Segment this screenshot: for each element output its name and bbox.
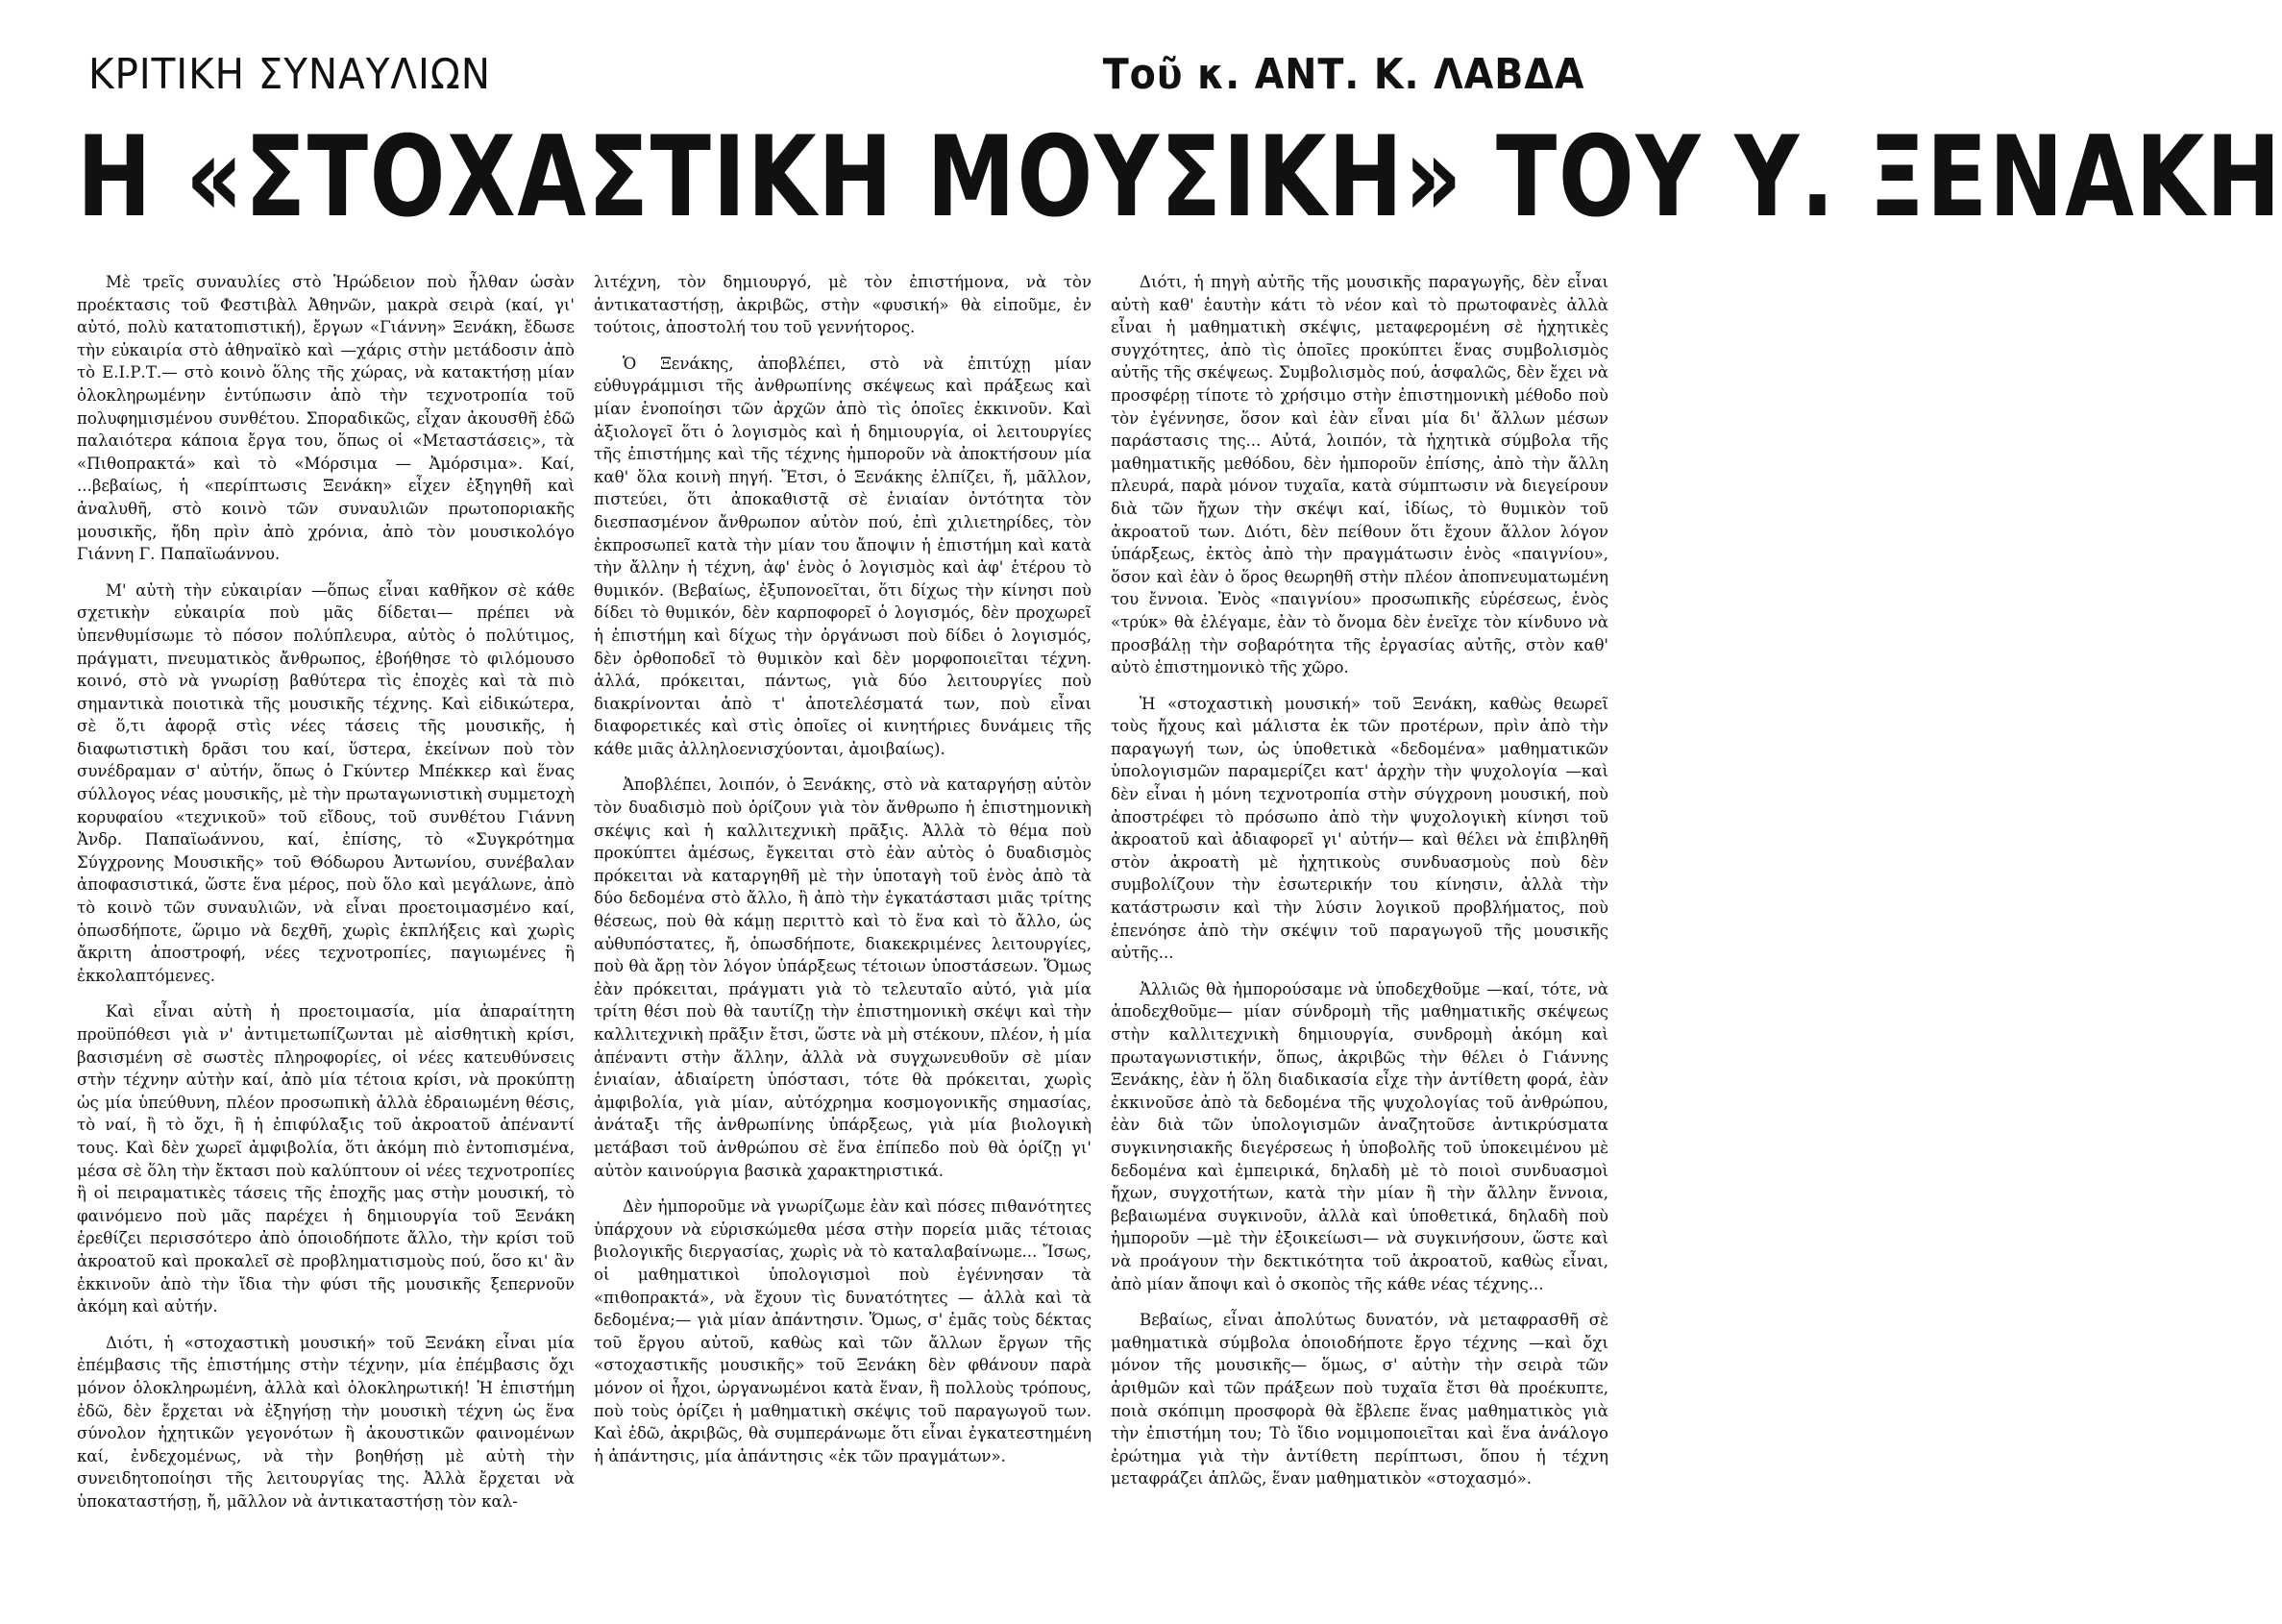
paragraph: λιτέχνη, τὸν δημιουργό, μὲ τὸν ἐπιστήμονα, νὰ τὸν ἀντικαταστήσῃ, ἀκριβῶς, στὴν «φυσική» θὰ εἰποῦμε, ἐν τούτοις, ἀποστολή του τοῦ γεννήτορος. [594,273,1092,337]
paragraph: Μ' αὐτὴ τὴν εὐκαιρίαν —ὅπως εἶναι καθῆκον σὲ κάθε σχετικὴν εὐκαιρία ποὺ μᾶς δίδεται— πρέπει νὰ ὑπενθυμίσωμε τὸ πόσον πολύπλευρα, αὐτὸς ὁ πολύτιμος, πράγματι, πνευματικὸς ἄνθρωπος, ἐβοήθησε τὸ φιλόμουσο κοινό, στὸ νὰ γνωρίσῃ βαθύτερα τὶς ἐποχὲς καὶ τὰ πιὸ σημαντικὰ ποιοτικὰ τῆς μουσικῆς τέχνης. Καὶ εἰδικώτερα, σὲ ὅ,τι ἀφορᾷ στὶς νέες τάσεις τῆς μουσικῆς, ἡ διαφωτιστικὴ δρᾶσι του καί, ὕστερα, ἐκείνων ποὺ τὸν συνέδραμαν σ' αὐτήν, ὅπως ὁ Γκύντερ Μπέκκερ καὶ ἕνας σύλλογος νέας μουσικῆς, μὲ τὴν πρωταγωνιστικὴ συμμετοχὴ κορυφαίου «τεχνικοῦ» τοῦ εἴδους, τοῦ συνθέτου Γιάννη Ἀνδρ. Παπαϊωάννου, καί, ἐπίσης, τὸ «Συγκρότημα Σύγχρονης Μουσικῆς» τοῦ Θόδωρου Ἀντωνίου, συνέβαλαν ἀποφασιστικά, ὥστε ἕνα μέρος, ποὺ ὅλο καὶ μεγάλωνε, ἀπὸ τὸ κοινὸ τῶν συναυλιῶν, νὰ εἶναι προετοιμασμένο καί, ὁπωσδήποτε, ὥριμο νὰ δεχθῆ, χωρὶς ἐκπλήξεις καὶ χωρὶς ἄκριτη ἀποστροφή, νέες τεχνοτροπίες, παγιωμένες ἢ ἐκκολαπτόμενες. [77,580,575,985]
paragraph: Βεβαίως, εἶναι ἀπολύτως δυνατόν, νὰ μεταφρασθῆ σὲ μαθηματικὰ σύμβολα ὁποιοδήποτε ἔργο τέχνης —καὶ ὄχι μόνον τῆς μουσικῆς— ὅμως, σ' αὐτὴν τὴν σειρὰ τῶν ἀριθμῶν καὶ τῶν πράξεων ποὺ τυχαῖα ἔτσι θὰ προέκυπτε, ποιὰ σκόπιμη προσφορὰ θὰ ἔβλεπε ἕνας μαθηματικὸς γιὰ τὴν ἐπιστήμη του; Τὸ ἴδιο νομιμοποιεῖται καὶ ἕνα ἀνάλογο ἐρώτημα γιὰ τὴν ἀντίθετη περίπτωσι, ὅπου ἡ τέχνη μεταφράζει ἁπλῶς, ἕναν μαθηματικὸν «στοχασμό». [1111,1311,1608,1489]
article-body [77,271,1608,1602]
paragraph: Ἀποβλέπει, λοιπόν, ὁ Ξενάκης, στὸ νὰ καταργήσῃ αὐτὸν τὸν δυαδισμὸ ποὺ ὁρίζουν γιὰ τὸν ἄνθρωπο ἡ ἐπιστημονικὴ σκέψις καὶ ἡ καλλιτεχνικὴ πρᾶξις. Ἀλλὰ τὸ θέμα ποὺ προκύπτει ἀμέσως, ἔγκειται στὸ ἐὰν αὐτὸς ὁ δυαδισμὸς πρόκειται νὰ καταργηθῆ μὲ τὴν ὑποταγὴ τοῦ ἑνὸς ἀπὸ τὰ δύο δεδομένα στὸ ἄλλο, ἢ ἀπὸ τὴν ἐγκατάστασι μιᾶς τρίτης θέσεως, ποὺ θὰ κάμῃ περιττὸ καὶ τὸ ἕνα καὶ τὸ ἄλλο, ὡς αὐθυπόστατες, ἤ, ὁπωσδήποτε, διακεκριμένες λειτουργίες, ποὺ θὰ ἄρῃ τὸν λόγον ὑπάρξεως τέτοιων ὑποστάσεων. Ὅμως ἐὰν πρόκειται, πράγματι γιὰ τὸ τελευταῖο αὐτό, γιὰ μία τρίτη θέσι ποὺ θὰ ταυτίζῃ τὴν ἐπιστημονικὴ σκέψι καὶ τὴν καλλιτεχνικὴ πρᾶξιν ἔτσι, ὥστε νὰ μὴ στέκουν, πλέον, ἡ μία ἀπέναντι στὴν ἄλλην, ἀλλὰ νὰ συγχωνευθοῦν σὲ μίαν ἑνιαίαν, ἀδιαίρετη ὑπόστασι, τότε θὰ πρόκειται, χωρὶς ἀμφιβολία, γιὰ μίαν, αὐτόχρημα κοσμογονικῆς σημασίας, ἀνάταξι τῆς ἀνθρωπίνης ὑπάρξεως, γιὰ μία βιολογικὴ μετάβασι τοῦ ἀνθρώπου σὲ ἕνα ἐπίπεδο ποὺ θὰ ὁρίζῃ γι' αὐτὸν καινούργια βασικὰ χαρακτηριστικά. [594,775,1092,1180]
paragraph: Ἀλλιῶς θὰ ἠμπορούσαμε νὰ ὑποδεχθοῦμε —καί, τότε, νὰ ἀποδεχθοῦμε— μίαν σύνδρομὴ τῆς μαθηματικῆς σκέψεως στὴν καλλιτεχνικὴ δημιουργία, συνδρομὴ ἀκόμη καὶ πρωταγωνιστικήν, ὅπως, ἀκριβῶς τὴν θέλει ὁ Γιάννης Ξενάκης, ἐὰν ἡ ὅλη διαδικασία εἶχε τὴν ἀντίθετη φορά, ἐὰν ἐκκινοῦσε ἀπὸ τὰ δεδομένα τῆς ψυχολογίας τοῦ ἀνθρώπου, ἐὰν διὰ τῶν ὑπολογισμῶν ἀναζητοῦσε ἀντικρύσματα συγκινησιακῆς διεγέρσεως ἡ ὑποβολῆς τοῦ ὑποκειμένου μὲ δεδομένα καὶ ἐμπειρικά, δηλαδὴ μὲ τὸ ποιοὶ συνδυασμοὶ ἤχων, συγχοτήτων, κατὰ τὴν μίαν ἢ τὴν ἄλλην ἔννοια, βεβαιωμένα συγκινοῦν, ἀλλὰ καὶ ὑποθετικά, δηλαδὴ ποὺ ἠμποροῦν —μὲ τὴν ἐξοικείωσι— νὰ συγκινήσουν, ὥστε καὶ νὰ προάγουν τὴν δεκτικότητα τοῦ ἀκροατοῦ, καθὼς εἶναι, ἀπὸ μίαν ἄποψι καὶ ὁ σκοπὸς τῆς κάθε νέας τέχνης... [1111,979,1608,1293]
paragraph: Καὶ εἶναι αὐτὴ ἡ προετοιμασία, μία ἀπαραίτητη προϋπόθεσι γιὰ ν' ἀντιμετωπίζωνται μὲ αἰσθητικὴ κρίσι, βασισμένη σὲ σωστὲς πληροφορίες, οἱ νέες κατευθύνσεις στὴν τέχνην αὐτὴν καί, ἀπὸ μία τέτοια κρίσι, νὰ προκύπτῃ ὡς μία ὑπεύθυνη, πλέον προσωπικὴ ἀλλὰ ἑδραιωμένη θέσις, τὸ ναί, ἢ τὸ ὄχι, ἢ ἡ ἐπιφύλαξις τοῦ ἀκροατοῦ ἀπέναντί τους. Καὶ δὲν χωρεῖ ἀμφιβολία, ὅτι ἀκόμη πιὸ ἐντοπισμένα, μέσα σὲ ὅλη τὴν ἔκτασι ποὺ καλύπτουν οἱ νέες τεχνοτροπίες ἢ οἱ πειραματικὲς τάσεις τῆς ἐποχῆς μας στὴν μουσική, τὸ φαινόμενο ποὺ μᾶς παρέχει ἡ δημιουργία τοῦ Ξενάκη ἐρεθίζει περισσότερο ἀπὸ ὁποιοδήποτε ἄλλο, τὴν κρίσι τοῦ ἀκροατοῦ καὶ προκαλεῖ σὲ προβληματισμοὺς πού, ὅσο κι' ἂν ἐκκινοῦν ἀπὸ τὴν ἴδια τὴν φύσι τῆς μουσικῆς ξεπερνοῦν ἀκόμη καὶ αὐτήν. [77,1002,575,1316]
paragraph: Ἡ «στοχαστικὴ μουσική» τοῦ Ξενάκη, καθὼς θεωρεῖ τοὺς ἤχους καὶ μάλιστα ἐκ τῶν προτέρων, πρὶν ἀπὸ τὴν παραγωγή των, ὡς ὑποθετικὰ «δεδομένα» μαθηματικῶν ὑπολογισμῶν παραμερίζει κατ' ἀρχὴν τὴν ψυχολογία —καὶ δὲν εἶναι ἡ μόνη τεχνοτροπία στὴν σύγχρονη μουσική, ποὺ ἀποστρέφει τὸ πρόσωπο ἀπὸ τὴν ψυχολογικὴ κίνησι τοῦ ἀκροατοῦ καὶ ἀδιαφορεῖ γι' αὐτήν— καὶ θέλει νὰ ἐπιβληθῆ στὸν ἀκροατὴ μὲ ἠχητικοὺς συνδυασμοὺς ποὺ δὲν συμβολίζουν τὴν ἐσωτερικήν του κίνησιν, ἀλλὰ τὴν κατάστρωσιν καὶ τὴν λύσιν λογικοῦ προβλήματος, ποὺ ἐπενόησε ἀπὸ τὴν σκέψιν τοῦ παραγωγοῦ τῆς μουσικῆς αὐτῆς... [1111,694,1608,963]
column-3 [1111,271,1608,1602]
paragraph: Ὁ Ξενάκης, ἀποβλέπει, στὸ νὰ ἐπιτύχῃ μίαν εὐθυγράμμισι τῆς ἀνθρωπίνης σκέψεως καὶ πράξεως καὶ μίαν ἑνοποίησι τῶν ἀρχῶν ἀπὸ τὶς ὁποῖες ἐκκινοῦν. Καὶ ἀξιολογεῖ ὅτι ὁ λογισμὸς καὶ ἡ δημιουργία, οἱ λειτουργίες τῆς ἐπιστήμης καὶ τῆς τέχνης ἠμποροῦν νὰ ἀποκτήσουν μία καθ' ὅλα κοινὴ πηγή. Ἔτσι, ὁ Ξενάκης ἐλπίζει, ἤ, μᾶλλον, πιστεύει, ὅτι ἀποκαθιστᾷ σὲ ἑνιαίαν ὀντότητα τὸν διεσπασμένον ἄνθρωπον αὐτὸν πού, ἐπὶ χιλιετηρίδες, τὸν ἐκπροσωπεῖ κατὰ τὴν μίαν του ἄποψιν ἡ ἐπιστήμη καὶ κατὰ τὴν ἄλλην ἡ τέχνη, ἀφ' ἑνὸς ὁ λογισμὸς καὶ ἀφ' ἑτέρου τὸ θυμικόν. (Βεβαίως, ἐξυπονοεῖται, ὅτι δίχως τὴν κίνησι ποὺ δίδει τὸ θυμικόν, δὲν καρποφορεῖ ὁ λογισμός, δὲν προχωρεῖ ἡ ἐπιστήμη καὶ δίχως τὴν ὀργάνωσι ποὺ δίδει ὁ λογισμός, δὲν ὀρθοποδεῖ τὸ θυμικὸν καὶ δὲν μορφοποιεῖται τέχνη. ἀλλά, πρόκειται, πάντως, γιὰ δύο λειτουργίες ποὺ διακρίνονται ἀπὸ τ' ἀποτελέσματά των, ποὺ εἶναι διαφορετικές καὶ στὶς ὁποῖες οἱ κινητήριες δυνάμεις τῆς κάθε μιᾶς ἀλληλοενισχύονται, ἀμοιβαίως). [594,354,1092,758]
article-headline: Η «ΣΤΟΧΑΣΤΙΚΗ ΜΟΥΣΙΚΗ» ΤΟΥ Υ. ΞΕΝΑΚΗ [77,112,2282,242]
column-1 [77,271,575,1602]
paragraph: Δὲν ἠμποροῦμε νὰ γνωρίζωμε ἐὰν καὶ πόσες πιθανότητες ὑπάρχουν νὰ εὑρισκώμεθα μέσα στὴν πορεία μιᾶς τέτοιας βιολογικῆς διεργασίας, χωρὶς νὰ τὸ καταλαβαίνωμε... Ἴσως, οἱ μαθηματικοὶ ὑπολογισμοὶ ποὺ ἐγέννησαν τὰ «πιθοπρακτά», νὰ ἔχουν τὶς δυνατότητες — ἀλλὰ καὶ τὰ δεδομένα;— γιὰ μίαν ἀπάντησιν. Ὅμως, σ' ἐμᾶς τοὺς δέκτας τοῦ ἔργου αὐτοῦ, καθὼς καὶ τῶν ἄλλων ἔργων τῆς «στοχαστικῆς μουσικῆς» τοῦ Ξενάκη δὲν φθάνουν παρὰ μόνον οἱ ἦχοι, ὠργανωμένοι κατὰ ἕναν, ἢ πολλοὺς τρόπους, ποὺ τοὺς ὁρίζει ἡ μαθηματικὴ σκέψις τοῦ παραγωγοῦ των. Καὶ ἐδῶ, ἀκριβῶς, θὰ συμπεράνωμε ὅτι εἶναι ἐγκατεστημένη ἡ ἀπάντησις, μία ἀπάντησις «ἐκ τῶν πραγμάτων». [594,1197,1092,1465]
article-byline: Τοῦ κ. ΑΝΤ. Κ. ΛΑΒΔΑ [1102,50,1584,99]
paragraph: Διότι, ἡ πηγὴ αὐτῆς τῆς μουσικῆς παραγωγῆς, δὲν εἶναι αὐτὴ καθ' ἑαυτὴν κάτι τὸ νέον καὶ τὸ πρωτοφανὲς ἀλλὰ εἶναι ἡ μαθηματικὴ σκέψις, μεταφερομένη σὲ ἠχητικὲς συγχότητες, ἀπὸ τὶς ὁποῖες προκύπτει ἕνας συμβολισμὸς αὐτῆς τῆς σκέψεως. Συμβολισμὸς πού, ἀσφαλῶς, δὲν ἔχει νὰ προσφέρῃ τίποτε τὸ χρήσιμο στὴν ἐπιστημονικὴ μέθοδο ποὺ τὸν ἐγέννησε, ὅσον καὶ ἐὰν εἶναι μία δι' ἄλλων μέσων παράστασις της... Αὐτά, λοιπόν, τὰ ἠχητικὰ σύμβολα τῆς μαθηματικῆς μεθόδου, δὲν ἠμποροῦν ἐπίσης, ἀπὸ τὴν ἄλλη πλευρά, παρὰ μόνον τυχαῖα, κατὰ σύμπτωσιν νὰ διεγείρουν διὰ τῶν ἤχων τὴν σκέψι καί, ἰδίως, τὸ θυμικὸν τοῦ ἀκροατοῦ των. Διότι, δὲν πείθουν ὅτι ἔχουν ἄλλον λόγον ὑπάρξεως, ἐκτὸς ἀπὸ τὴν πραγμάτωσιν ἑνὸς «παιγνίου», ὅσον καὶ ἐὰν ὁ ὅρος θεωρηθῆ στὴν πλέον ἀποπνευματωμένη του ἔννοια. Ἑνὸς «παιγνίου» προσωπικῆς εὑρέσεως, ἑνὸς «τρύκ» θὰ ἐλέγαμε, ἐὰν τὸ ὄνομα δὲν ἐνεῖχε τὸν κίνδυνο νὰ προσβάλῃ τὴν σοβαρότητα τῆς ἐργασίας αὐτῆς, στὸν καθ' αὐτὸ ἐπιστημονικὸ τῆς χῶρο. [1111,273,1608,677]
paragraph: Μὲ τρεῖς συναυλίες στὸ Ἡρώδειον ποὺ ἦλθαν ὡσὰν προέκτασις τοῦ Φεστιβὰλ Ἀθηνῶν, μακρὰ σειρὰ (καί, γι' αὐτό, πολὺ κατατοπιστική), ἔργων «Γιάννη» Ξενάκη, ἔδωσε τὴν εὐκαιρία στὸ ἀθηναϊκὸ καὶ —χάρις στὴν μετάδοσιν ἀπὸ τὸ Ε.Ι.Ρ.Τ.— στὸ κοινὸ ὅλης τῆς χώρας, νὰ κατακτήσῃ μίαν ὁλοκληρωμένην ἐντύπωσιν ἀπὸ τὴν τεχνοτροπία τοῦ πολυφημισμένου συνθέτου. Σποραδικῶς, εἶχαν ἀκουσθῆ ἐδῶ παλαιότερα κάποια ἔργα του, ὅπως οἱ «Μεταστάσεις», τὰ «Πιθοπρακτά» καὶ τὸ «Μόρσιμα — Ἀμόρσιμα». Καί, ...βεβαίως, ἡ «περίπτωσις Ξενάκη» εἶχεν ἐξηγηθῆ καὶ ἀναλυθῆ, στὸ κοινὸ τῶν συναυλιῶν πρωτοποριακῆς μουσικῆς, ἤδη πρὶν ἀπὸ χρόνια, ἀπὸ τὸν μουσικολόγο Γιάννη Γ. Παπαϊωάννου. [77,273,575,564]
paragraph: Διότι, ἡ «στοχαστικὴ μουσική» τοῦ Ξενάκη εἶναι μία ἐπέμβασις τῆς ἐπιστήμης στὴν τέχνην, μία ἐπέμβασις ὄχι μόνον ὁλοκληρωμένη, ἀλλὰ καὶ ὁλοκληρωτική! Ἡ ἐπιστήμη ἐδῶ, δὲν ἔρχεται νὰ ἐξηγήσῃ τὴν μουσικὴ τέχνη ὡς ἕνα σύνολον ἠχητικῶν γεγονότων ἢ ἀκουστικῶν φαινομένων καί, ἐνδεχομένως, νὰ τὴν βοηθήσῃ μὲ αὐτὴ τὴν συνειδητοποίησι τῆς λειτουργίας της. Ἀλλὰ ἔρχεται νὰ ὑποκαταστήσῃ, ἤ, μᾶλλον νὰ ἀντικαταστήσῃ τὸν καλ- [77,1333,575,1511]
column-2 [594,271,1092,1602]
article-kicker: ΚΡΙΤΙΚΗ ΣΥΝΑΥΛΙΩΝ [88,50,491,99]
